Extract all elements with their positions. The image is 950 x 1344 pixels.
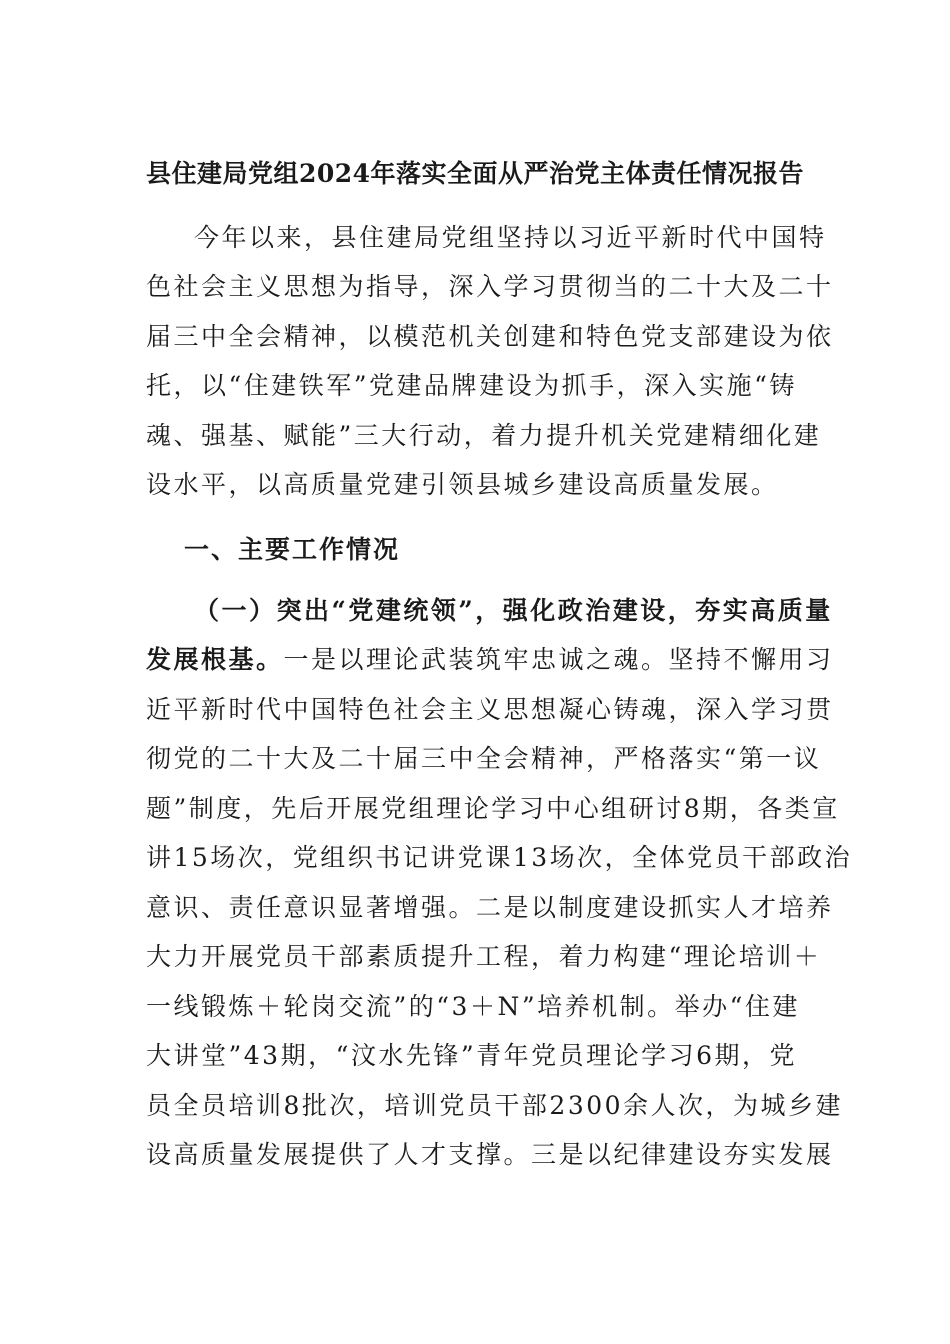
section-heading-1: 一、主要工作情况: [184, 535, 401, 564]
intro-line-6: 设水平，以高质量党建引领县城乡建设高质量发展。: [146, 470, 779, 499]
document-title: 县住建局党组2024年落实全面从严治党主体责任情况报告: [145, 159, 805, 188]
intro-line-5: 魂、强基、赋能”三大行动，着力提升机关党建精细化建: [146, 421, 822, 450]
body-line-7: 大力开展党员干部素质提升工程，着力构建“理论培训＋: [146, 942, 822, 971]
body-line-9: 大讲堂”43期，“汶水先锋”青年党员理论学习6期，党: [146, 1041, 798, 1070]
intro-line-4: 托，以“住建铁军”党建品牌建设为抓手，深入实施“铸: [146, 371, 797, 400]
subsection-heading-1: （一）突出“党建统领”，强化政治建设，夯实高质量: [194, 596, 833, 625]
intro-line-1: 今年以来，县住建局党组坚持以习近平新时代中国特: [194, 223, 827, 252]
body-line-4: 题”制度，先后开展党组理论学习中心组研讨8期，各类宣: [146, 794, 840, 823]
body-line-6: 意识、责任意识显著增强。二是以制度建设抓实人才培养: [146, 893, 834, 922]
intro-line-2: 色社会主义思想为指导，深入学习贯彻当的二十大及二十: [146, 272, 834, 301]
body-line-8: 一线锻炼＋轮岗交流”的“3＋N”培养机制。举办“住建: [146, 992, 800, 1021]
body-line-1: [146, 638, 834, 682]
body-line-1-text: 一是以理论武装筑牢忠诚之魂。坚持不懈用习: [283, 645, 834, 674]
subsection-heading-1-end: 发展根基。: [146, 645, 284, 674]
intro-line-3: 届三中全会精神，以模范机关创建和特色党支部建设为依: [146, 322, 834, 351]
body-line-3: 彻党的二十大及二十届三中全会精神，严格落实“第一议: [146, 744, 822, 773]
body-line-10: 员全员培训8批次，培训党员干部2300余人次，为城乡建: [146, 1091, 844, 1120]
body-line-2: 近平新时代中国特色社会主义思想凝心铸魂，深入学习贯: [146, 695, 834, 724]
body-line-5: 讲15场次，党组织书记讲党课13场次，全体党员干部政治: [146, 843, 853, 872]
body-line-11: 设高质量发展提供了人才支撑。三是以纪律建设夯实发展: [146, 1140, 834, 1169]
